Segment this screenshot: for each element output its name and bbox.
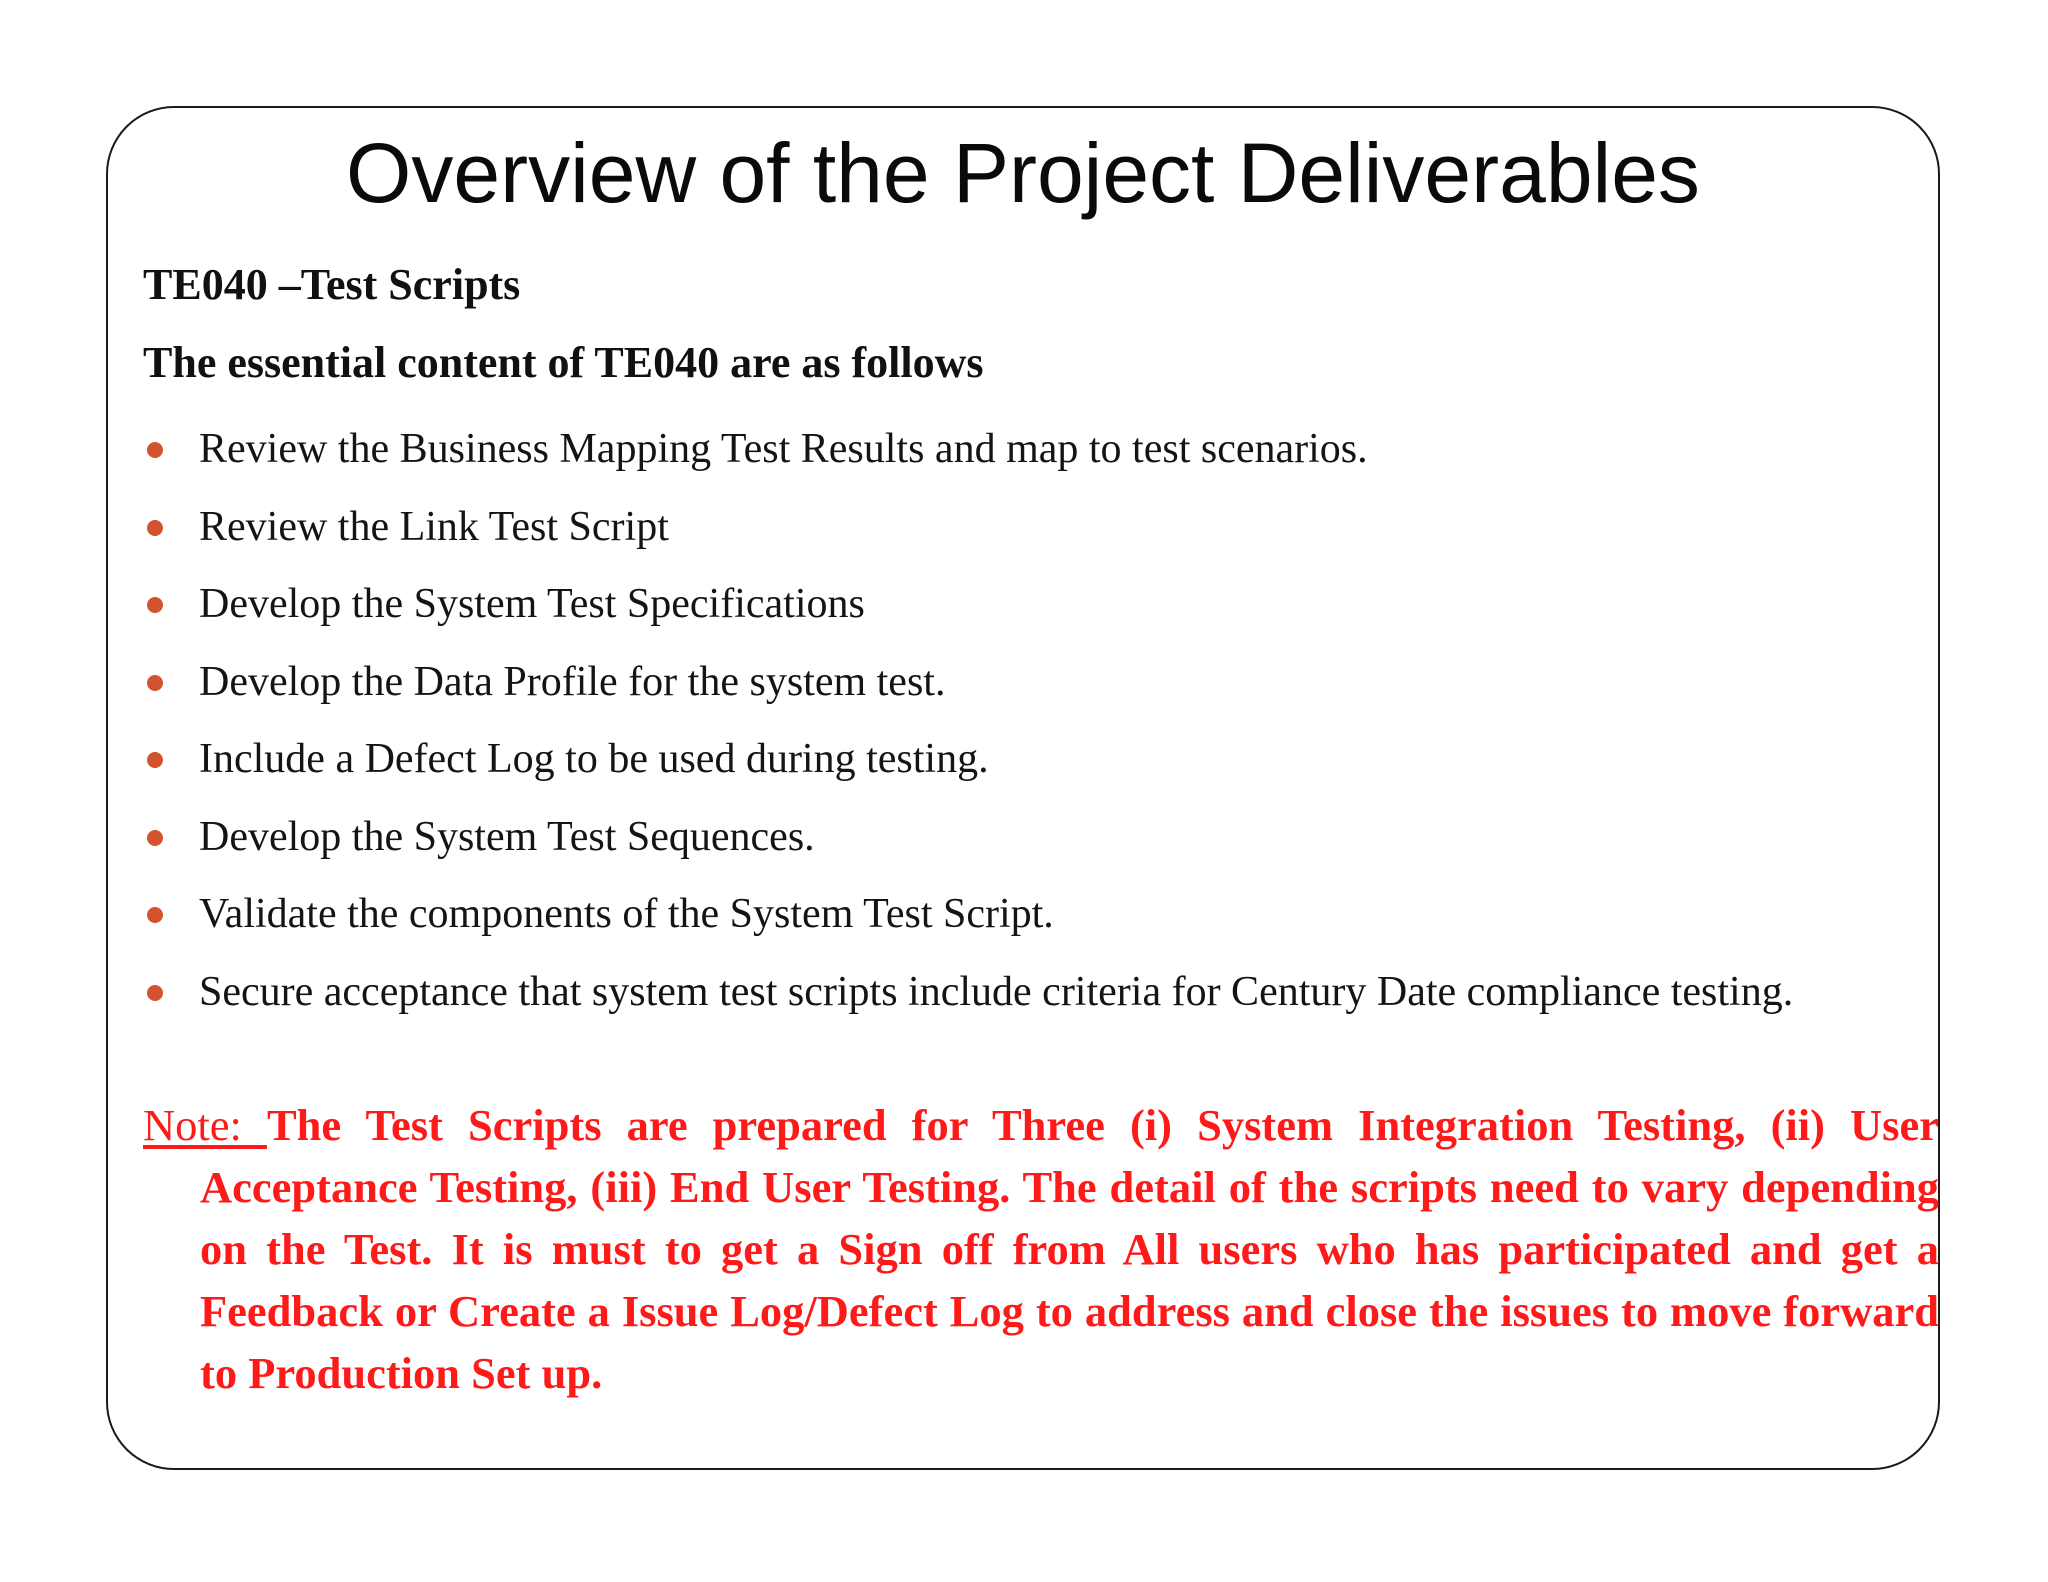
bullet-dot-icon [147, 520, 163, 536]
bullet-text: Secure acceptance that system test scripts include criteria for Century Date compliance testing. [199, 968, 1794, 1015]
deliverable-bullet-list [143, 418, 1903, 1038]
bullet-text: Include a Defect Log to be used during testing. [199, 736, 989, 782]
bullet-item [143, 961, 1903, 1023]
bullet-item [143, 418, 1903, 480]
bullet-text: Review the Business Mapping Test Results and map to test scenarios. [199, 426, 1368, 472]
slide-title: Overview of the Project Deliverables [346, 126, 1700, 220]
bullet-item [143, 496, 1903, 558]
bullet-text: Validate the components of the System Test Script. [199, 891, 1054, 937]
bullet-item [143, 651, 1903, 713]
bullet-dot-icon [147, 442, 163, 458]
bullet-text: Develop the Data Profile for the system test. [199, 658, 946, 705]
bullet-dot-icon [147, 830, 163, 846]
note-text: The Test Scripts are prepared for Three (i) System Integration Testing, (ii) User Acceptance Testing, (iii) End User Testing. The detail of the scripts need to vary depending on the Test. It is must to get a Sign off from All users who has participated and get a Feedback or Create a Issue Log/Defect Log to address and close the issues to move forward to Production Set up. [200, 1100, 1939, 1398]
bullet-text: Review the Link Test Script [199, 503, 669, 550]
note-paragraph [143, 1094, 1939, 1404]
bullet-item [143, 728, 1903, 790]
bullet-item [143, 573, 1903, 635]
section-heading: TE040 –Test Scripts [143, 260, 521, 309]
bullet-dot-icon [147, 597, 163, 613]
bullet-item [143, 883, 1903, 945]
bullet-dot-icon [147, 985, 163, 1001]
bullet-item [143, 806, 1903, 868]
bullet-text: Develop the System Test Specifications [199, 581, 865, 627]
bullet-text: Develop the System Test Sequences. [199, 813, 815, 860]
bullet-dot-icon [147, 675, 163, 691]
bullet-dot-icon [147, 752, 163, 768]
bullet-dot-icon [147, 907, 163, 923]
note-label: Note: [143, 1100, 267, 1150]
intro-heading: The essential content of TE040 are as follows [143, 338, 984, 387]
